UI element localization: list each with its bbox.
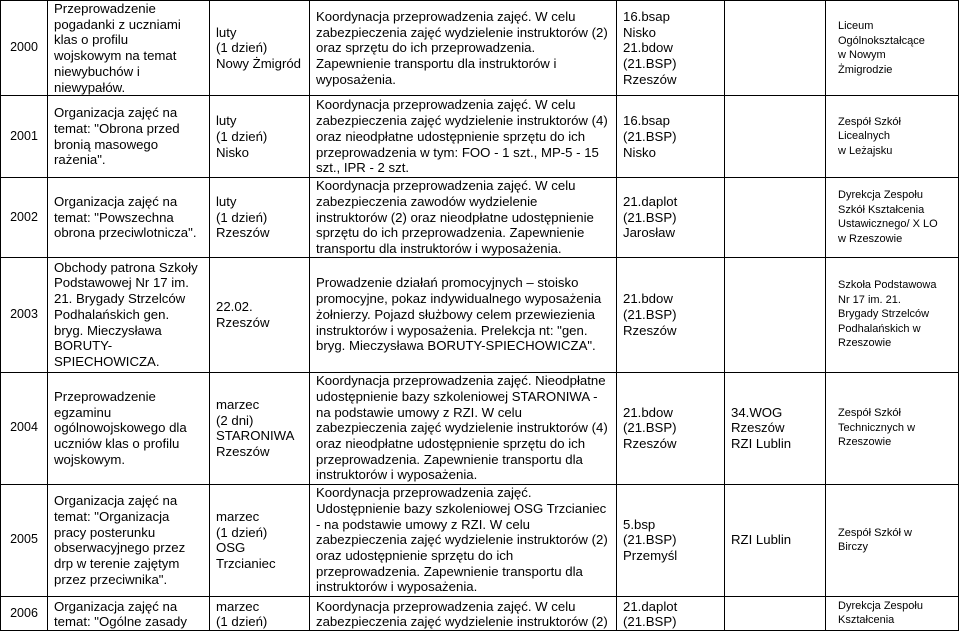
cell-line: Trzcianiec: [216, 555, 276, 571]
cell-line: Zapewnienie transportu dla instruktorów i: [316, 55, 557, 71]
cell-line: instruktorów i wyposażenia.: [316, 579, 478, 595]
cell-line: 21.daplot: [623, 598, 678, 614]
cell-line: w Nowym: [838, 49, 886, 62]
school-cell: [826, 1, 959, 96]
cell-line: Prowadzenie działań promocyjnych – stoisko: [316, 275, 579, 291]
topic-cell: [48, 257, 210, 372]
cell-line: 22.02.: [216, 299, 253, 315]
date-place-cell: [210, 372, 310, 484]
cell-line: temat: "Ogólne zasady: [54, 614, 187, 630]
cell-line: wojskowym na temat: [54, 48, 177, 64]
cell-line: 21.bdow: [623, 291, 673, 307]
extra-unit-cell: [725, 484, 826, 596]
cell-line: (1 dzień): [216, 40, 268, 56]
cell-line: 34.WOG: [731, 404, 783, 420]
description-cell: [310, 484, 617, 596]
cell-line: Dyrekcja Zespołu: [838, 189, 923, 202]
cell-line: (1 dzień): [216, 128, 268, 144]
unit-cell: [617, 178, 725, 258]
date-place-cell: [210, 178, 310, 258]
topic-cell: [48, 484, 210, 596]
cell-line: rażenia".: [54, 152, 106, 168]
topic-cell: [48, 596, 210, 630]
cell-line: Nisko: [623, 24, 656, 40]
cell-line: Koordynacja przeprowadzenia zajęć. W celu: [316, 598, 576, 614]
cell-line: sprzętu do ich przeprowadzenia. Zapewnienie: [316, 225, 585, 241]
cell-line: klas o profilu: [54, 32, 129, 48]
cell-line: Obchody patrona Szkoły: [54, 259, 198, 275]
cell-line: Szkół Kształcenia: [838, 203, 925, 216]
cell-line: (21.BSP): [623, 55, 677, 71]
cell-line: - na podstawie umowy z RZI. W celu: [316, 516, 531, 532]
extra-unit-cell: [725, 596, 826, 630]
cell-line: Technicznych w: [838, 421, 916, 434]
cell-line: Podstawowej Nr 17 im.: [54, 275, 189, 291]
date-place-cell: [210, 1, 310, 96]
cell-line: w Rzeszowie: [838, 232, 903, 245]
table-row: [1, 257, 959, 372]
cell-line: marzec: [216, 598, 260, 614]
cell-line: przeprowadzenia. Zapewnienie transportu dla: [316, 451, 583, 467]
cell-line: marzec: [216, 508, 260, 524]
date-place-cell: [210, 96, 310, 178]
school-cell: [826, 484, 959, 596]
cell-line: Zespół Szkół: [838, 115, 901, 128]
extra-unit-cell: [725, 178, 826, 258]
cell-line: oraz sprzętu do ich przeprowadzenia.: [316, 40, 536, 56]
description-cell: [310, 96, 617, 178]
description-cell: [310, 178, 617, 258]
cell-line: pogadanki z uczniami: [54, 16, 181, 32]
cell-line: Organizacja zajęć na: [54, 105, 178, 121]
cell-line: Liceum: [838, 20, 874, 33]
cell-line: przeprowadzenia. Zapewnienie transportu dla: [316, 563, 583, 579]
cell-line: 16.bsap: [623, 8, 670, 24]
cell-line: instruktorów (2) oraz nieodpłatne udostępnienie: [316, 209, 594, 225]
cell-line: wojskowym.: [54, 451, 126, 467]
unit-cell: [617, 257, 725, 372]
cell-line: obserwacyjnego przez: [54, 540, 186, 556]
cell-line: oraz udostępnienie sprzętu do ich: [316, 548, 514, 564]
extra-unit-cell: [725, 372, 826, 484]
cell-line: Podhalańskich w: [838, 322, 921, 335]
cell-line: żołnierzy. Pojazd służbowy celem przewiezienia: [316, 306, 596, 322]
cell-line: promocyjne, pokaz indywidualnego wyposażenia: [316, 291, 602, 307]
cell-line: (2 dni): [216, 412, 254, 428]
cell-line: Rzeszów: [216, 314, 270, 330]
cell-line: Koordynacja przeprowadzenia zajęć.: [316, 485, 532, 501]
cell-line: bronią masowego: [54, 136, 159, 152]
cell-line: zabezpieczenia zajęć wydzielenie instruktorów (2): [316, 614, 608, 630]
cell-line: niewypałów.: [54, 79, 126, 95]
cell-line: marzec: [216, 396, 260, 412]
cell-line: 21.bdow: [623, 40, 673, 56]
cell-line: niewybuchów i: [54, 63, 140, 79]
cell-line: (21.BSP): [623, 128, 677, 144]
cell-line: (1 dzień): [216, 524, 268, 540]
cell-line: STARONIWA: [216, 428, 295, 444]
cell-line: (21.BSP): [623, 614, 677, 630]
unit-cell: [617, 1, 725, 96]
cell-line: pracy posterunku: [54, 524, 156, 540]
topic-cell: [48, 96, 210, 178]
cell-line: temat: "Obrona przed: [54, 121, 180, 137]
description-cell: [310, 1, 617, 96]
cell-line: instruktorów i wyposażenia. Prelekcja nt: "gen.: [316, 322, 588, 338]
cell-line: oraz nieodpłatne udostępnienie sprzętu do ich: [316, 436, 586, 452]
cell-line: Jarosław: [623, 225, 676, 241]
cell-line: Przemyśl: [623, 548, 678, 564]
cell-line: 21.bdow: [623, 404, 673, 420]
description-cell: [310, 257, 617, 372]
cell-line: Birczy: [838, 541, 868, 554]
cell-line: na podstawie umowy z RZI. W celu: [316, 404, 522, 420]
cell-line: RZI Lublin: [731, 436, 792, 452]
topic-cell: [48, 1, 210, 96]
cell-line: Koordynacja przeprowadzenia zajęć. W celu: [316, 97, 576, 113]
cell-line: (21.BSP): [623, 532, 677, 548]
year-cell: 2001: [1, 96, 48, 178]
school-cell: [826, 178, 959, 258]
year-cell: 2004: [1, 372, 48, 484]
cell-line: ogólnowojskowego dla: [54, 420, 187, 436]
cell-line: Dyrekcja Zespołu: [838, 599, 923, 612]
year-cell: 2002: [1, 178, 48, 258]
cell-line: luty: [216, 24, 237, 40]
cell-line: Rzeszów: [623, 436, 677, 452]
cell-line: zabezpieczenia zajęć wydzielenie instruktorów (2): [316, 24, 608, 40]
date-place-cell: [210, 596, 310, 630]
cell-line: Rzeszowie: [838, 436, 892, 449]
cell-line: Rzeszów: [731, 420, 785, 436]
cell-line: (1 dzień): [216, 614, 268, 630]
cell-line: (21.BSP): [623, 306, 677, 322]
cell-line: Zespół Szkół w: [838, 526, 912, 539]
table-row: [1, 484, 959, 596]
date-place-cell: [210, 257, 310, 372]
cell-line: Szkoła Podstawowa: [838, 279, 937, 292]
cell-line: temat: "Organizacja: [54, 508, 170, 524]
table-body: [1, 1, 959, 631]
cell-line: zabezpieczenia zawodów wydzielenie: [316, 193, 538, 209]
cell-line: transportu dla instruktorów i wyposażenia.: [316, 241, 562, 257]
cell-line: zabezpieczenia zajęć wydzielenie instruktorów (4): [316, 113, 608, 129]
cell-line: SPIECHOWICZA.: [54, 353, 160, 369]
school-cell: [826, 372, 959, 484]
cell-line: Rzeszowie: [838, 337, 892, 350]
description-cell: [310, 372, 617, 484]
table-row: [1, 596, 959, 630]
cell-line: Rzeszów: [216, 225, 270, 241]
cell-line: przez przeciwnika".: [54, 571, 168, 587]
cell-line: zabezpieczenia zajęć wydzielenie instruktorów (2): [316, 532, 608, 548]
cell-line: Rzeszów: [216, 443, 270, 459]
cell-line: Licealnych: [838, 130, 890, 143]
cell-line: Nowy Żmigród: [216, 55, 302, 71]
cell-line: Ustawicznego/ X LO: [838, 218, 938, 231]
cell-line: bryg. Mieczysława BORUTY-SPIECHOWICZA".: [316, 338, 596, 354]
topic-cell: [48, 178, 210, 258]
year-cell: 2000: [1, 1, 48, 96]
cell-line: Organizacja zajęć na: [54, 598, 178, 614]
cell-line: udostępnienie bazy szkoleniowej STARONIWA -: [316, 388, 598, 404]
cell-line: Nr 17 im. 21.: [838, 293, 901, 306]
cell-line: drp w terenie zajętym: [54, 555, 180, 571]
cell-line: (21.BSP): [623, 420, 677, 436]
unit-cell: [617, 596, 725, 630]
unit-cell: [617, 96, 725, 178]
year-cell: 2006: [1, 596, 48, 630]
cell-line: 16.bsap: [623, 113, 670, 129]
cell-line: 5.bsp: [623, 516, 656, 532]
school-cell: [826, 96, 959, 178]
cell-line: Nisko: [623, 144, 656, 160]
cell-line: przeprowadzenia w tym: FOO - 1 szt., MP-5 - 15: [316, 144, 599, 160]
table-row: [1, 1, 959, 96]
cell-line: Żmigrodzie: [838, 63, 893, 76]
extra-unit-cell: [725, 1, 826, 96]
cell-line: RZI Lublin: [731, 532, 792, 548]
cell-line: Przeprowadzenie: [54, 388, 156, 404]
cell-line: luty: [216, 193, 237, 209]
table-row: [1, 178, 959, 258]
cell-line: Koordynacja przeprowadzenia zajęć. Nieodpłatne: [316, 373, 606, 389]
cell-line: Zespół Szkół: [838, 407, 901, 420]
cell-line: instruktorów i wyposażenia.: [316, 467, 478, 483]
year-cell: 2003: [1, 257, 48, 372]
cell-line: Kształcenia: [838, 614, 895, 627]
cell-line: uczniów klas o profilu: [54, 436, 180, 452]
cell-line: Organizacja zajęć na: [54, 193, 178, 209]
cell-line: 21.daplot: [623, 193, 678, 209]
cell-line: (21.BSP): [623, 209, 677, 225]
cell-line: temat: "Powszechna: [54, 209, 174, 225]
cell-line: Nisko: [216, 144, 249, 160]
cell-line: Rzeszów: [623, 322, 677, 338]
topic-cell: [48, 372, 210, 484]
cell-line: Koordynacja przeprowadzenia zajęć. W celu: [316, 178, 576, 194]
unit-cell: [617, 484, 725, 596]
cell-line: Koordynacja przeprowadzenia zajęć. W celu: [316, 8, 576, 24]
cell-line: obrona przeciwlotnicza".: [54, 225, 197, 241]
cell-line: w Leżajsku: [838, 144, 893, 157]
cell-line: Organizacja zajęć na: [54, 493, 178, 509]
extra-unit-cell: [725, 257, 826, 372]
year-cell: 2005: [1, 484, 48, 596]
table-row: [1, 96, 959, 178]
date-place-cell: [210, 484, 310, 596]
extra-unit-cell: [725, 96, 826, 178]
cell-line: Udostępnienie bazy szkoleniowej OSG Trzcianiec: [316, 500, 607, 516]
cell-line: OSG: [216, 540, 246, 556]
cell-line: luty: [216, 113, 237, 129]
cell-line: (1 dzień): [216, 209, 268, 225]
cell-line: bryg. Mieczysława: [54, 322, 162, 338]
table-row: [1, 372, 959, 484]
school-cell: [826, 596, 959, 630]
cell-line: Ogólnokształcące: [838, 34, 925, 47]
school-cell: [826, 257, 959, 372]
cell-line: szt., IPR - 2 szt.: [316, 160, 410, 176]
cell-line: oraz nieodpłatne udostępnienie sprzętu do ich: [316, 128, 586, 144]
cell-line: Brygady Strzelców: [838, 308, 930, 321]
cell-line: Przeprowadzenie: [54, 1, 156, 16]
unit-cell: [617, 372, 725, 484]
cell-line: zabezpieczenia zajęć wydzielenie instruktorów (4): [316, 420, 608, 436]
description-cell: [310, 596, 617, 630]
cell-line: egzaminu: [54, 404, 112, 420]
cell-line: BORUTY-: [54, 338, 113, 354]
cell-line: 21. Brygady Strzelców: [54, 291, 186, 307]
cell-line: Rzeszów: [623, 71, 677, 87]
cell-line: Podhalańskich gen.: [54, 306, 170, 322]
cell-line: wyposażenia.: [316, 71, 396, 87]
